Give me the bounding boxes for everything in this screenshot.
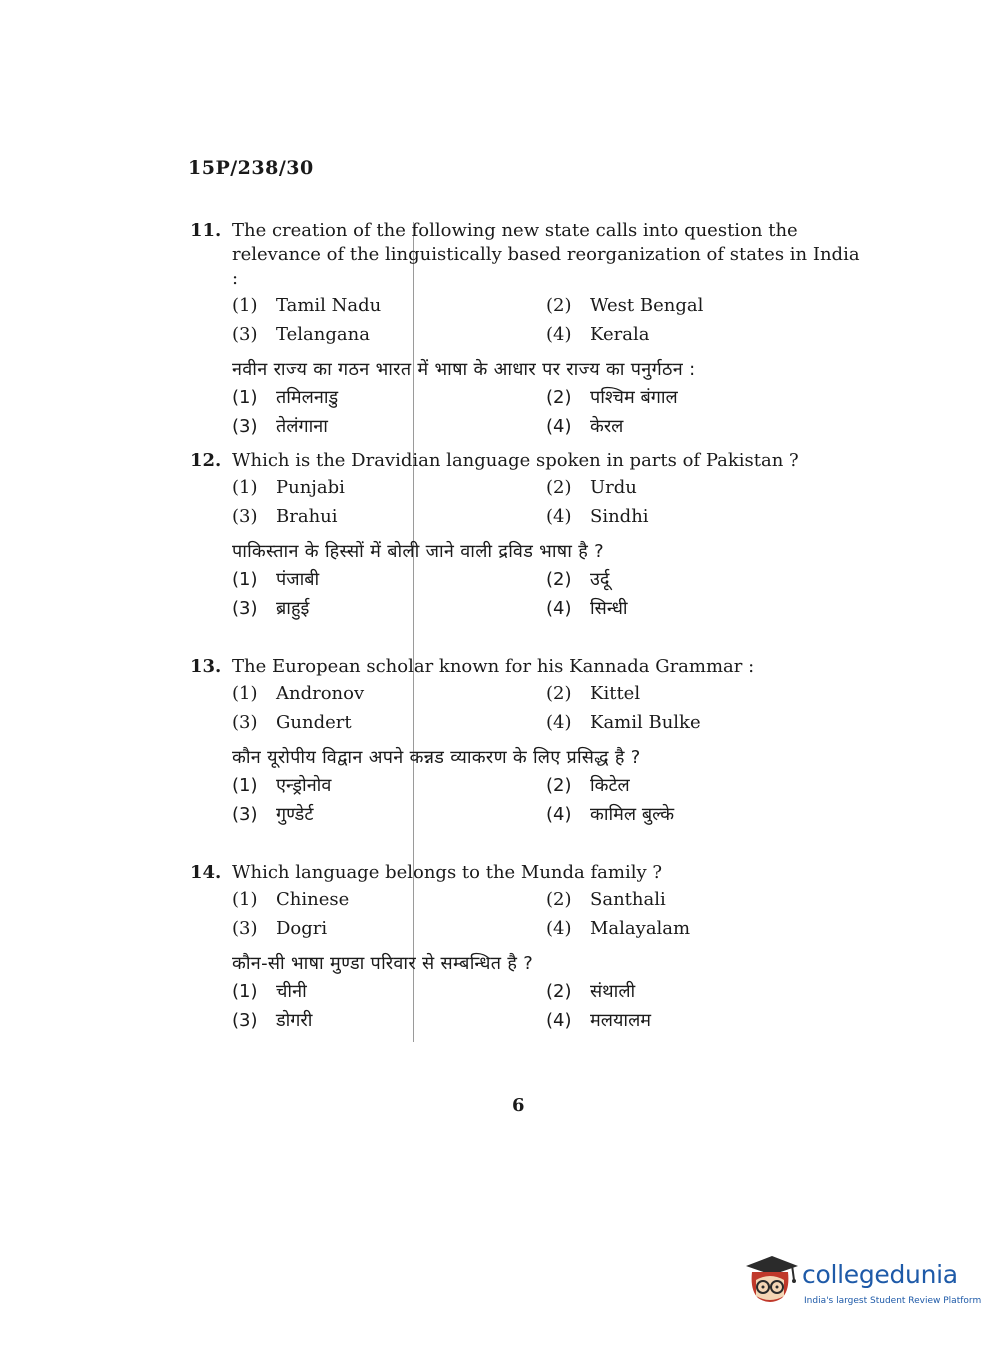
option-4: (4) Kamil Bulke [546,712,701,733]
hindi-option-1: (1) चीनी [232,981,307,1002]
logo-tagline: India's largest Student Review Platform [804,1296,982,1306]
english-options [232,679,860,737]
hindi-option-4: (4) कामिल बुल्के [546,804,675,825]
question-text: The European scholar known for his Kannada Grammar : [232,656,755,677]
hindi-option-1: (1) एन्ड्रोनोव [232,775,332,796]
option-3: (3) Telangana [232,324,370,345]
option-3: (3) Gundert [232,712,352,733]
question-text: The creation of the following new state calls into question the relevance of the linguistically based reorganization of states in India : [232,220,860,289]
hindi-option-3: (3) तेलंगाना [232,416,328,437]
hindi-option-3: (3) गुण्डेर्ट [232,804,314,825]
option-4: (4) Sindhi [546,506,649,527]
hindi-option-2: (2) किटेल [546,775,630,796]
logo-wordmark: collegedunia [802,1260,958,1289]
option-4: (4) Malayalam [546,918,691,939]
question-11 [190,219,860,441]
paper-code: 15P/238/30 [188,157,314,179]
option-4: (4) Kerala [546,324,650,345]
hindi-option-3: (3) डोगरी [232,1010,313,1031]
page-number: 6 [512,1095,525,1116]
question-text: Which language belongs to the Munda family ? [232,862,663,883]
hindi-question-text: नवीन राज्य का गठन भारत में भाषा के आधार पर राज्य का पनुर्गठन : [232,359,696,380]
option-1: (1) Chinese [232,889,350,910]
hindi-question-text: पाकिस्तान के हिस्सों में बोली जाने वाली द्रविड भाषा है ? [232,541,604,562]
english-options [232,291,860,349]
option-3: (3) Brahui [232,506,338,527]
hindi-option-4: (4) मलयालम [546,1010,652,1031]
option-2: (2) Urdu [546,477,637,498]
hindi-options [232,977,860,1035]
question-number: 11. [190,220,222,241]
hindi-option-1: (1) तमिलनाडु [232,387,339,408]
hindi-options [232,565,860,623]
question-12 [190,449,860,623]
hindi-question-text: कौन-सी भाषा मुण्डा परिवार से सम्बन्धित है ? [232,953,534,974]
hindi-option-3: (3) ब्राहुई [232,598,310,619]
hindi-option-2: (2) संथाली [546,981,636,1002]
option-1: (1) Andronov [232,683,365,704]
option-3: (3) Dogri [232,918,328,939]
hindi-options [232,771,860,829]
question-13 [190,655,860,829]
english-options [232,885,860,943]
hindi-option-2: (2) पश्चिम बंगाल [546,387,678,408]
mascot-graduate-icon [742,1250,800,1310]
hindi-option-2: (2) उर्दू [546,569,610,590]
question-number: 13. [190,656,222,677]
question-number: 14. [190,862,222,883]
question-number: 12. [190,450,222,471]
hindi-option-4: (4) सिन्धी [546,598,628,619]
option-2: (2) Kittel [546,683,641,704]
english-options [232,473,860,531]
collegedunia-logo [742,1250,982,1315]
question-14 [190,861,860,1035]
question-text: Which is the Dravidian language spoken in parts of Pakistan ? [232,450,799,471]
option-1: (1) Punjabi [232,477,345,498]
hindi-option-1: (1) पंजाबी [232,569,320,590]
option-1: (1) Tamil Nadu [232,295,382,316]
option-2: (2) Santhali [546,889,666,910]
option-2: (2) West Bengal [546,295,704,316]
hindi-options [232,383,860,441]
hindi-option-4: (4) केरल [546,416,624,437]
hindi-question-text: कौन यूरोपीय विद्वान अपने कन्नड व्याकरण के लिए प्रसिद्ध है ? [232,747,641,768]
